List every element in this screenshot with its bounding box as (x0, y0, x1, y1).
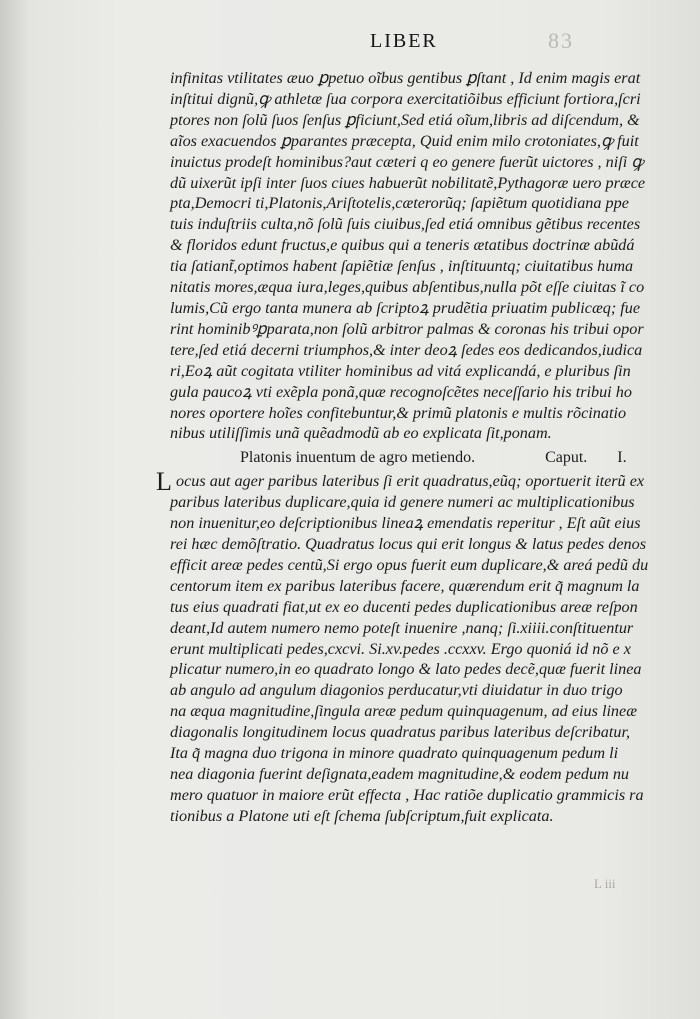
text-line: efficit areæ pedes centũ,Si ergo opus fuerit eum duplicare,& areá pedũ du (170, 555, 649, 574)
page-number-mark: 83 (548, 28, 574, 53)
text-line: aĩos exacuendos ꝑparantes præcepta, Quid enim milo crotoniates,ꝙ fuit (170, 131, 639, 150)
signature-mark: L iii (594, 876, 616, 891)
text-line: tus eius quadrati fiat,ut ex eo ducenti pedes duplicationibus areæ reſpon (170, 597, 638, 616)
text-line: nitatis mores,æqua iura,leges,quibus abſentibus,nulla põt eſſe ciuitas ĩ co (170, 278, 645, 297)
text-line: diagonalis longitudinem locus quadratus paribus lateribus deſcribatur, (170, 723, 631, 742)
text-line: nores oportere hoĩes confitebuntur,& primũ platonis e multis rõcinatio (170, 403, 627, 422)
text-line: nea diagonia fuerint deſignata,eadem magnitudine,& eodem pedum nu (170, 765, 630, 783)
chapter-heading (240, 447, 660, 469)
text-line: ri,Eoꝝ aũt cogitata vtiliter hominibus ad vitá explicandá, e pluribus ſin (170, 361, 631, 380)
drop-initial: L (156, 467, 172, 497)
chapter-number: I. (617, 449, 627, 467)
text-line: deant,Id autem numero nemo poteſt inuenire ,nanq; ſi.xiiii.conſtituentur (170, 618, 634, 637)
intro-paragraph (170, 68, 660, 444)
text-line: ocus aut ager paribus lateribus ſi erit quadratus,eũq; oportuerit iterũ ex (176, 472, 645, 491)
text-line: nibus utiliſſimis unã quẽadmodũ ab eo explicata ſit,ponam. (170, 424, 552, 443)
text-line: paribus lateribus duplicare,quia id genere numeri ac multiplicationibus (170, 493, 635, 512)
text-line: tere,ſed etiá decerni triumphos,& inter deoꝝ ſedes eos dedicandos,iudica (170, 340, 643, 359)
text-line: inſtitui dignũ,ꝙ athletæ ſua corpora exercitatiõibus efficiunt fortiora,ſcri (170, 89, 641, 108)
text-line: tia ſatiant̃,optimos habent ſapiẽtiæ ſenſus , inſtituuntq; ciuitatibus huma (170, 257, 634, 276)
chapter-paragraph (170, 471, 660, 826)
text-line: non inuenitur,eo deſcriptionibus lineaꝝ emendatis reperitur , Eſt aũt eius (170, 514, 641, 533)
text-line: & floridos edunt fructus,e quibus qui a teneris ætatibus doctrinæ abũdá (170, 236, 635, 255)
text-line: gula paucoꝝ vti exẽpla ponã,quæ recognoſcẽtes neceſſario his tribui ho (170, 382, 632, 401)
running-head: LIBER (370, 30, 438, 52)
text-line: tuis induſtriis culta,nõ ſolũ ſuis ciuibus,ſed etiá omnibus gẽtibus recentes (170, 215, 641, 234)
text-block (156, 68, 660, 827)
text-line: ab angulo ad angulum diagonios perducatur,vti diuidatur in duo trigo (170, 681, 623, 700)
chapter-title: Platonis inuentum de agro metiendo. (240, 449, 476, 467)
text-line: pta,Democri ti,Platonis,Ariſtotelis,cæterorũq; ſapiẽtum quotidiana ppe (170, 194, 629, 213)
text-line: tionibus a Platone uti eſt ſchema ſubſcriptum,fuit explicata. (170, 806, 554, 825)
text-line: rint hominibꝰꝑparata,non ſolũ arbitror palmas & coronas his tribui opor (170, 319, 644, 338)
text-line: ptores non ſolũ ſuos ſenſus ꝑficiunt,Sed etiá oĩum,libris ad diſcendum, & (170, 110, 640, 129)
text-line: centorum item ex paribus lateribus facere, quærendum erit q̃ magnum la (170, 576, 640, 595)
text-line: lumis,Cũ ergo tanta munera ab ſcriptoꝝ prudẽtia priuatim publicæq; fue (170, 298, 641, 317)
text-line: na æqua magnitudine,ſingula areæ pedum quinquagenum, ad eius lineæ (170, 702, 638, 721)
text-line: mero quatuor in maiore erũt effecta , Hac ratiõe duplicatio grammicis ra (170, 785, 644, 804)
text-line: erunt multiplicati pedes,cxcvi. Si.xv.pedes .ccxxv. Ergo quoniá id nõ e x (170, 639, 631, 658)
chapter-body (156, 467, 660, 826)
text-line: rei hæc demõſtratio. Quadratus locus qui erit longus & latus pedes denos (170, 535, 647, 554)
chapter-caput (545, 447, 627, 469)
text-line: inuictus prodeſt hominibus?aut cæteri q eo genere fuerũt uictores , niſi ꝙ (170, 152, 644, 171)
text-line: infinitas vtilitates æuo ꝑpetuo oĩbus gentibus ꝑſtant , Id enim magis erat (170, 69, 641, 87)
caput-label: Caput. (545, 449, 588, 467)
text-line: Ita q̃ magna duo trigona in minore quadrato quinquagenum pedum li (170, 744, 619, 763)
text-line: plicatur numero,in eo quadrato longo & lato pedes decẽ,quæ fuerit linea (170, 660, 642, 679)
text-line: dũ uixerũt ipſi inter ſuos ciues habuerũt nobilitatẽ,Pythagoræ uero præce (170, 173, 646, 192)
